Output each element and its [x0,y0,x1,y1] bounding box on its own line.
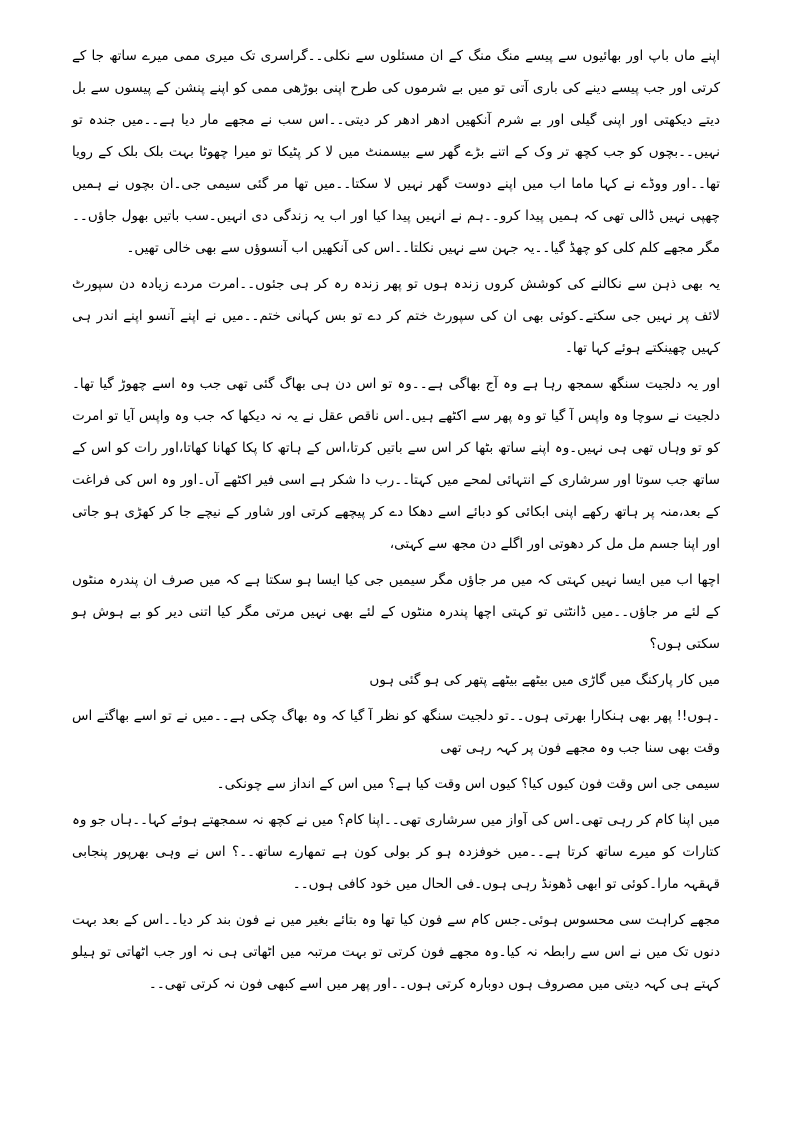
document-page [72,40,720,1004]
paragraph-4: اچھا اب میں ایسا نہیں کہتی کہ میں مر جاؤں مگر سیمیں جی کیا ایسا ہو سکتا ہے کہ میں صرف ان پندرہ منٹوں کے لئے مر جاؤں۔۔میں ڈانٹتی تو کہتی اچھا پندرہ منٹوں کے لئے بھی نہیں مرتی مگر کیا اتنی دیر کو بے ہوش ہو سکتی ہوں؟ [72,572,720,652]
paragraph-2: یہ بھی ذہن سے نکالنے کی کوشش کروں زندہ ہوں تو پھر زندہ رہ کر ہی جئوں۔۔امرت مردے زیادہ دن سپورٹ لائف پر نہیں جی سکتے۔کوئی بھی ان کی سپورٹ ختم کر دے تو بس کہانی ختم۔۔میں نے اپنے آنسو اپنے اندر ہی کہیں چھینکتے ہوئے کہا تھا۔ [72,276,720,356]
paragraph-5: میں کار پارکنگ میں گاڑی میں بیٹھے بیٹھے پتھر کی ہو گئی ہوں [369,672,720,688]
paragraph-3: اور یہ دلجیت سنگھ سمجھ رہا ہے وہ آج بھاگی ہے۔۔وہ تو اس دن ہی بھاگ گئی تھی جب وہ اسے چھوڑ گیا تھا۔دلجیت نے سوچا وہ واپس آ گیا تو وہ پھر سے اکٹھے ہیں۔اس ناقص عقل نے یہ نہ دیکھا کہ جب وہ واپس آیا تو امرت کو تو وہاں تھی ہی نہیں۔وہ اپنے ساتھ بٹھا کر اس سے باتیں کرتا،اس کے ہاتھ کا پکا کھانا کھاتا،اور رات کو اس کے ساتھ جب سوتا اور سرشاری کے انتہائی لمحے میں کہتا۔۔رب دا شکر ہے اسی فیر اکٹھے آں۔اور وہ اس کی فراغت کے بعد،منہ پر ہاتھ رکھے اپنی ابکائی کو دبائے اسے دھکا دے کر پیچھے کرتی اور شاور کے نیچے جا کر کھڑی ہو جاتی اور اپنا جسم مل مل کر دھوتی اور اگلے دن مجھ سے کہتی، [72,376,720,552]
paragraph-9: مجھے کراہت سی محسوس ہوئی۔جس کام سے فون کیا تھا وہ بتائے بغیر میں نے فون بند کر دیا۔۔اس کے بعد بہت دنوں تک میں نے اس سے رابطہ نہ کیا۔وہ مجھے فون کرتی تو بہت مرتبہ میں اٹھاتی ہی نہ اور جب اٹھاتی تو ہیلو کہتے ہی کہہ دیتی میں مصروف ہوں دوبارہ کرتی ہوں۔۔اور پھر میں اسے کبھی فون نہ کرتی تھی۔۔ [72,912,720,992]
paragraph-7: سیمی جی اس وقت فون کیوں کیا؟ کیوں اس وقت کیا ہے؟ میں اس کے انداز سے چونکی۔ [216,776,720,792]
paragraph-6: ۔ہوں!! پھر بھی ہنکارا بھرتی ہوں۔۔تو دلجیت سنگھ کو نظر آ گیا کہ وہ بھاگ چکی ہے۔۔میں نے تو اسے بھاگتے اس وقت بھی سنا جب وہ مجھے فون پر کہہ رہی تھی [72,708,720,756]
paragraph-8: میں اپنا کام کر رہی تھی۔اس کی آواز میں سرشاری تھی۔۔اپنا کام؟ میں نے کچھ نہ سمجھتے ہوئے کہا۔۔ہاں جو وہ کتارات کو میرے ساتھ کرتا ہے۔۔میں خوفزدہ ہو کر بولی کون ہے تمھارے ساتھ۔۔؟ اس نے وہی بھرپور پنجابی قہقہہ مارا۔کوئی تو ابھی ڈھونڈ رہی ہوں۔فی الحال میں خود کافی ہوں۔۔ [72,812,720,892]
paragraph-1: اپنے ماں باپ اور بھائیوں سے پیسے منگ منگ کے ان مسئلوں سے نکلی۔۔گراسری تک میری ممی میرے ساتھ جا کے کرتی اور جب پیسے دینے کی باری آتی تو میں بے شرموں کی طرح اپنی بوڑھی ممی کو اپنے پنشن کے پیسوں سے بل دیتے دیکھتی اور اپنی گیلی اور بے شرم آنکھیں ادھر ادھر کر دیتی۔۔اس سب نے مجھے مار دیا ہے۔۔میں جندہ تو نہیں۔۔بچوں کو جب کچھ تر وک کے اتنے بڑے گھر سے بیسمنٹ میں لا کر پٹیکا تو میرا چھوٹا بہت بلک بلک کے رویا تھا۔۔اور ووڈے نے کہا ماما اب میں اپنے دوست گھر نہیں لا سکتا۔۔میں تھا مر گئی سیمی جی۔ان بچوں نے ہمیں چھپی نہیں ڈالی تھی کہ ہمیں پیدا کرو۔۔ہم نے انہیں پیدا کیا اور اب یہ زندگی دی انہیں۔سب باتیں بھول جاؤں۔۔مگر مجھے کلم کلی کو چھڈ گیا۔۔یہ جہن سے نہیں نکلتا۔۔اس کی آنکھیں اب آنسوؤں سے بھی خالی تھیں۔ [72,48,720,256]
